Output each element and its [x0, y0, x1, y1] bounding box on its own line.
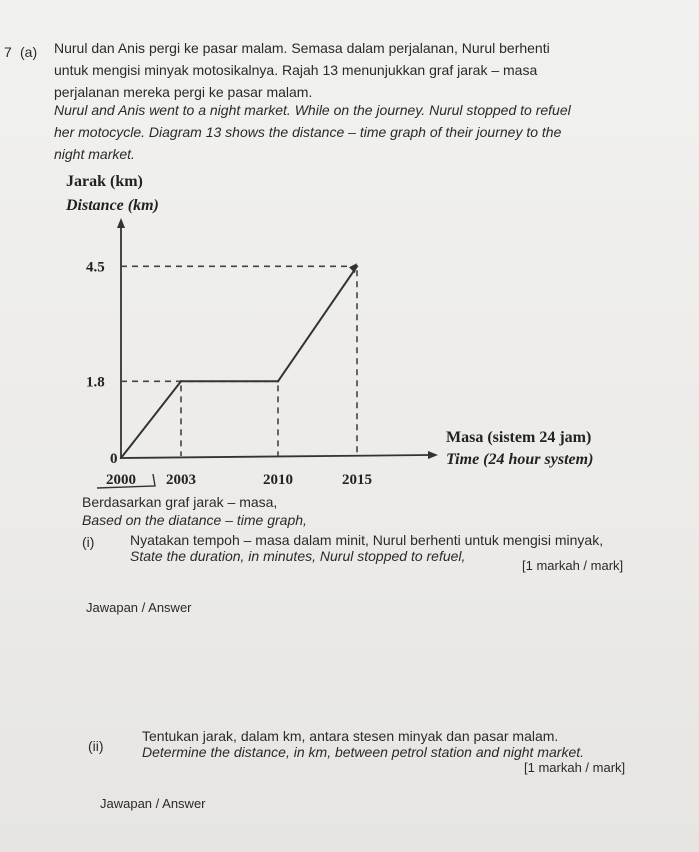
x-axis-arrow — [428, 451, 438, 459]
intro-ms-line-2: untuk mengisi minyak motosikalnya. Rajah 13 menunjukkan graf jarak – masa — [54, 62, 538, 78]
x-axis-label-en: Time (24 hour system) — [446, 451, 594, 468]
data-point — [356, 265, 358, 267]
question-number: 7 — [4, 44, 12, 60]
based-on-ms: Berdasarkan graf jarak – masa, — [82, 494, 278, 510]
part-ii-mark: [1 markah / mark] — [524, 760, 626, 775]
origin-label: 0 — [110, 451, 118, 467]
intro-en-line-2: her motocycle. Diagram 13 shows the distance – time graph of their journey to the — [54, 124, 562, 140]
data-point — [277, 380, 279, 382]
x-tick-label: 2003 — [166, 472, 196, 488]
part-ii-label: (ii) — [88, 738, 104, 754]
part-i-ms: Nyatakan tempoh – masa dalam minit, Nurul berhenti untuk mengisi minyak, — [130, 532, 604, 548]
x-axis-label-ms: Masa (sistem 24 jam) — [446, 429, 592, 446]
x-tick-label: 2010 — [263, 472, 293, 488]
part-ii-answer-space[interactable] — [100, 814, 660, 848]
axis-ticks — [86, 259, 372, 488]
part-i-answer-label: Jawapan / Answer — [86, 600, 192, 615]
distance-time-graph — [0, 160, 699, 500]
y-tick-label: 4.5 — [86, 259, 105, 276]
intro-ms-line-3: perjalanan mereka pergi ke pasar malam. — [54, 84, 313, 100]
question-part: (a) — [20, 44, 38, 60]
intro-en-line-1: Nurul and Anis went to a night market. While on the journey. Nurul stopped to refuel — [54, 102, 571, 118]
part-i-mark: [1 markah / mark] — [522, 558, 624, 573]
x-axis — [121, 455, 430, 458]
part-ii-answer-label: Jawapan / Answer — [100, 796, 206, 811]
part-i-en: State the duration, in minutes, Nurul stopped to refuel, — [130, 548, 466, 564]
intro-ms-line-1: Nurul dan Anis pergi ke pasar malam. Semasa dalam perjalanan, Nurul berhenti — [54, 40, 550, 56]
data-point — [180, 380, 182, 382]
y-tick-label: 1.8 — [86, 374, 105, 391]
y-axis-label-ms: Jarak (km) — [66, 173, 143, 190]
dashed-guides — [121, 263, 357, 456]
part-ii-en: Determine the distance, in km, between petrol station and night market. — [142, 744, 585, 760]
y-axis-label-en: Distance (km) — [66, 197, 159, 214]
data-point — [120, 457, 122, 459]
distance-line — [121, 266, 357, 458]
part-i-answer-space[interactable] — [86, 620, 646, 710]
based-on-en: Based on the diatance – time graph, — [82, 512, 307, 528]
part-ii-ms: Tentukan jarak, dalam km, antara stesen minyak dan pasar malam. — [142, 728, 559, 744]
x-tick-label: 2000 — [106, 472, 136, 488]
part-i-label: (i) — [82, 534, 95, 550]
y-axis-arrow — [117, 218, 125, 228]
x-tick-label: 2015 — [342, 472, 372, 488]
intro-en-line-3: night market. — [54, 146, 135, 162]
